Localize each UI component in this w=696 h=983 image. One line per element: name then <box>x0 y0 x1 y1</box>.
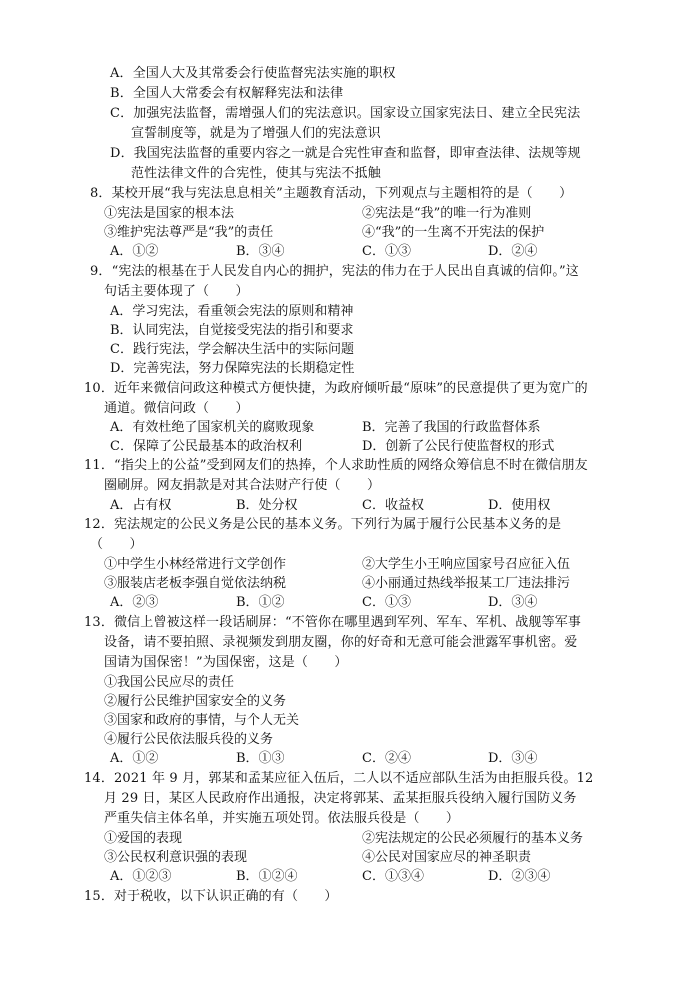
q11-choice-d: D．使用权 <box>488 498 551 513</box>
q8-statement-3: ③维护宪法尊严是“我”的责任 <box>104 225 274 240</box>
q13-choice-b: B．①③ <box>236 751 285 766</box>
q7-option-a: A．全国人大及其常委会行使监督宪法实施的职权 <box>110 66 396 81</box>
q7-option-b: B．全国人大常委会有权解释宪法和法律 <box>110 86 344 101</box>
q11-choice-c: C．收益权 <box>362 498 424 513</box>
q13-choice-c: C．②④ <box>362 751 411 766</box>
q9-choice-c: C．践行宪法，学会解决生活中的实际问题 <box>110 342 354 357</box>
q12-choice-a: A．②③ <box>110 595 159 610</box>
q8-statement-4: ④“我”的一生离不开宪法的保护 <box>362 225 545 240</box>
q8-choice-d: D．②④ <box>488 244 538 259</box>
q11-stem: 11．“指尖上的公益”受到网友们的热捧，个人求助性质的网络众筹信息不时在微信朋友 <box>84 458 588 473</box>
q9-stem: 9．“宪法的根基在于人民发自内心的拥护，宪法的伟力在于人民出自真诚的信仰。”这 <box>90 264 579 279</box>
q12-choice-c: C．①③ <box>362 595 411 610</box>
q14-statement-4: ④公民对国家应尽的神圣职责 <box>362 850 532 865</box>
q8-statement-2: ②宪法是“我”的唯一行为准则 <box>362 206 532 221</box>
q9-choice-b: B．认同宪法，自觉接受宪法的指引和要求 <box>110 323 354 338</box>
q13-statement-3: ③国家和政府的事情，与个人无关 <box>104 713 300 728</box>
q8-choice-a: A．①② <box>110 244 159 259</box>
q12-stem: 12．宪法规定的公民义务是公民的基本义务。下列行为属于履行公民基本义务的是 <box>84 517 562 532</box>
q10-choice-c: C．保障了公民最基本的政治权利 <box>110 439 302 454</box>
q7-option-d-cont: 范性法律文件的合宪性，使其与宪法不抵触 <box>131 166 381 181</box>
q14-statement-2: ②宪法规定的公民必须履行的基本义务 <box>362 831 584 846</box>
q14-statement-1: ①爱国的表现 <box>104 831 183 846</box>
q12-choice-d: D．③④ <box>488 595 538 610</box>
q7-option-d: D．我国宪法监督的重要内容之一就是合宪性审查和监督，即审查法律、法规等规 <box>110 146 581 161</box>
q13-choice-a: A．①② <box>110 751 159 766</box>
q13-statement-1: ①我国公民应尽的责任 <box>104 675 235 690</box>
q8-choice-c: C．①③ <box>362 244 411 259</box>
q7-option-c-cont: 宣誓制度等，就是为了增强人们的宪法意识 <box>131 126 381 141</box>
q12-statement-3: ③服装店老板李强自觉依法纳税 <box>104 576 287 591</box>
q8-statement-1: ①宪法是国家的根本法 <box>104 206 235 221</box>
q14-choice-c: C．①③④ <box>362 869 424 884</box>
q13-stem-cont-2: 国请为国保密！”为国保密，这是（ ） <box>104 655 348 670</box>
q11-stem-cont: 圈刷屏。网友捐款是对其合法财产行使（ ） <box>104 478 381 493</box>
q10-choice-a: A．有效杜绝了国家机关的腐败现象 <box>110 420 315 435</box>
q14-choice-a: A．①②③ <box>110 869 172 884</box>
q13-statement-4: ④履行公民依法服兵役的义务 <box>104 732 274 747</box>
q14-stem: 14．2021 年 9 月，郭某和孟某应征入伍后，二人以不适应部队生活为由拒服兵役。12 <box>84 771 594 786</box>
q9-choice-a: A．学习宪法，看重领会宪法的原则和精神 <box>110 304 354 319</box>
q9-choice-d: D．完善宪法，努力保障宪法的长期稳定性 <box>110 361 355 376</box>
q12-choice-b: B．①② <box>236 595 285 610</box>
q10-stem: 10．近年来微信问政这种模式方便快捷，为政府倾听最“原味”的民意提供了更为宽广的 <box>84 381 588 396</box>
q10-stem-cont: 通道。微信问政（ ） <box>104 401 249 416</box>
q15-stem: 15．对于税收，以下认识正确的有（ ） <box>84 889 338 904</box>
q11-choice-a: A．占有权 <box>110 498 172 513</box>
q13-choice-d: D．③④ <box>488 751 538 766</box>
q12-statement-1: ①中学生小林经常进行文学创作 <box>104 557 287 572</box>
q10-choice-d: D．创新了公民行使监督权的形式 <box>362 439 555 454</box>
q14-choice-d: D．②③④ <box>488 869 551 884</box>
q12-statement-4: ④小丽通过热线举报某工厂违法排污 <box>362 576 571 591</box>
q11-choice-b: B．处分权 <box>236 498 298 513</box>
q14-choice-b: B．①②④ <box>236 869 298 884</box>
q14-stem-cont-1: 月 29 日，某区人民政府作出通报，决定将郭某、孟某拒服兵役纳入履行国防义务 <box>104 791 577 806</box>
q13-statement-2: ②履行公民维护国家安全的义务 <box>104 694 287 709</box>
q13-stem: 13．微信上曾被这样一段话刷屏：“不管你在哪里遇到军列、军车、军机、战舰等军事 <box>84 615 582 630</box>
q10-choice-b: B．完善了我国的行政监督体系 <box>362 420 541 435</box>
q9-stem-cont: 句话主要体现了（ ） <box>104 284 249 299</box>
q12-stem-cont: （ ） <box>90 537 143 552</box>
q8-choice-b: B．③④ <box>236 244 285 259</box>
q8-stem: 8．某校开展“我与宪法息息相关”主题教育活动，下列观点与主题相符的是（ ） <box>90 186 573 201</box>
q13-stem-cont-1: 设备，请不要拍照、录视频发到朋友圈，你的好奇和无意可能会泄露军事机密。爱 <box>104 635 578 650</box>
q7-option-c: C．加强宪法监督，需增强人们的宪法意识。国家设立国家宪法日、建立全民宪法 <box>110 106 581 121</box>
q14-statement-3: ③公民权利意识强的表现 <box>104 850 248 865</box>
q12-statement-2: ②大学生小王响应国家号召应征入伍 <box>362 557 571 572</box>
q14-stem-cont-2: 严重失信主体名单，并实施五项处罚。依法服兵役是（ ） <box>104 811 460 826</box>
